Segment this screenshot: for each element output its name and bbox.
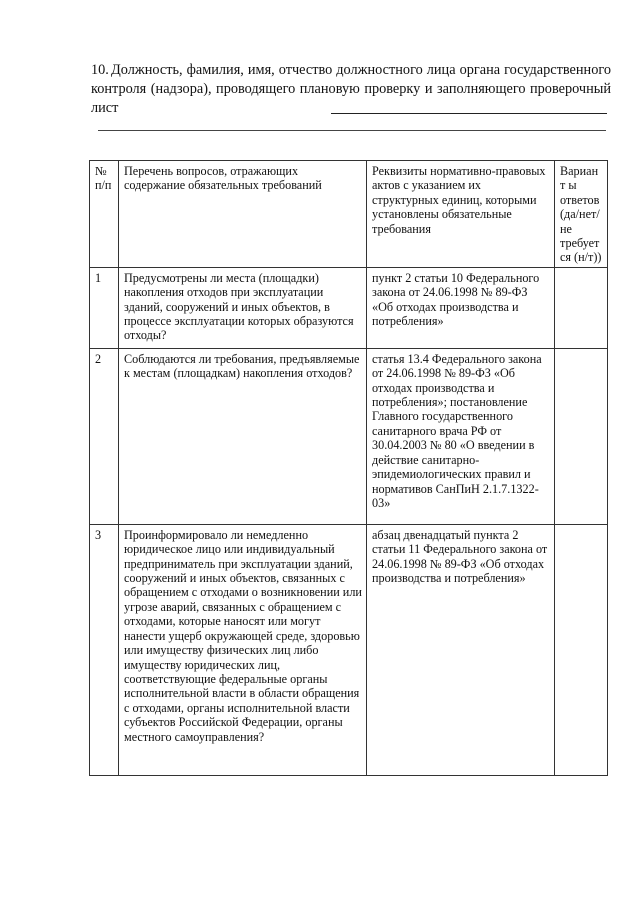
row-answer-cell[interactable] <box>555 267 608 348</box>
table-row <box>90 524 608 775</box>
checklist-table <box>89 160 608 776</box>
row-requisites: статья 13.4 Федерального закона от 24.06.1998 № 89-ФЗ «Об отходах производства и потребления»; постановление Главного государственного санитарного врача РФ от 30.04.2003 № 80 «О введении в действие санитарно-эпидемиологических правил и нормативов СанПиН 2.1.7.1322-03» <box>367 348 555 524</box>
table-row <box>90 267 608 348</box>
inspector-name-field-line-2[interactable] <box>98 130 606 131</box>
row-answer-cell[interactable] <box>555 348 608 524</box>
header-requisites: Реквизиты нормативно-правовых актов с указанием их структурных единиц, которыми установлены обязательные требования <box>367 161 555 268</box>
table-row <box>90 348 608 524</box>
row-number: 1 <box>90 267 119 348</box>
header-answer: Вариант ы ответов (да/нет/ не требует ся (н/т)) <box>555 161 608 268</box>
inspector-name-field-line[interactable] <box>331 113 607 114</box>
row-question: Предусмотрены ли места (площадки) накопления отходов при эксплуатации зданий, сооружений и иных объектов, в процессе эксплуатации которых образуются отходы? <box>119 267 367 348</box>
row-question: Проинформировало ли немедленно юридическое лицо или индивидуальный предприниматель при эксплуатации зданий, сооружений и иных объектов, связанных с обращением с отходами о возникновении или угрозе аварий, связанных с обращением с отходами, которые наносят или могут нанести ущерб окружающей среде, здоровью или имуществу физических лиц либо имуществу юридических лиц, соответствующие федеральные органы исполнительной власти в области обращения с отходами, органы исполнительной власти субъектов Российской Федерации, органы местного самоуправления? <box>119 524 367 775</box>
section-number: 10. <box>91 62 109 78</box>
table-header-row <box>90 161 608 268</box>
section-10 <box>91 61 611 118</box>
row-requisites: абзац двенадцатый пункта 2 статьи 11 Федерального закона от 24.06.1998 № 89-ФЗ «Об отходах производства и потребления» <box>367 524 555 775</box>
row-number: 2 <box>90 348 119 524</box>
row-requisites: пункт 2 статьи 10 Федерального закона от 24.06.1998 № 89-ФЗ «Об отходах производства и потребления» <box>367 267 555 348</box>
section-text: Должность, фамилия, имя, отчество должностного лица органа государственного контроля (надзора), проводящего плановую проверку и заполняющего проверочный лист <box>91 62 611 116</box>
header-question: Перечень вопросов, отражающих содержание обязательных требований <box>119 161 367 268</box>
row-question: Соблюдаются ли требования, предъявляемые к местам (площадкам) накопления отходов? <box>119 348 367 524</box>
header-number: № п/п <box>90 161 119 268</box>
row-number: 3 <box>90 524 119 775</box>
row-answer-cell[interactable] <box>555 524 608 775</box>
